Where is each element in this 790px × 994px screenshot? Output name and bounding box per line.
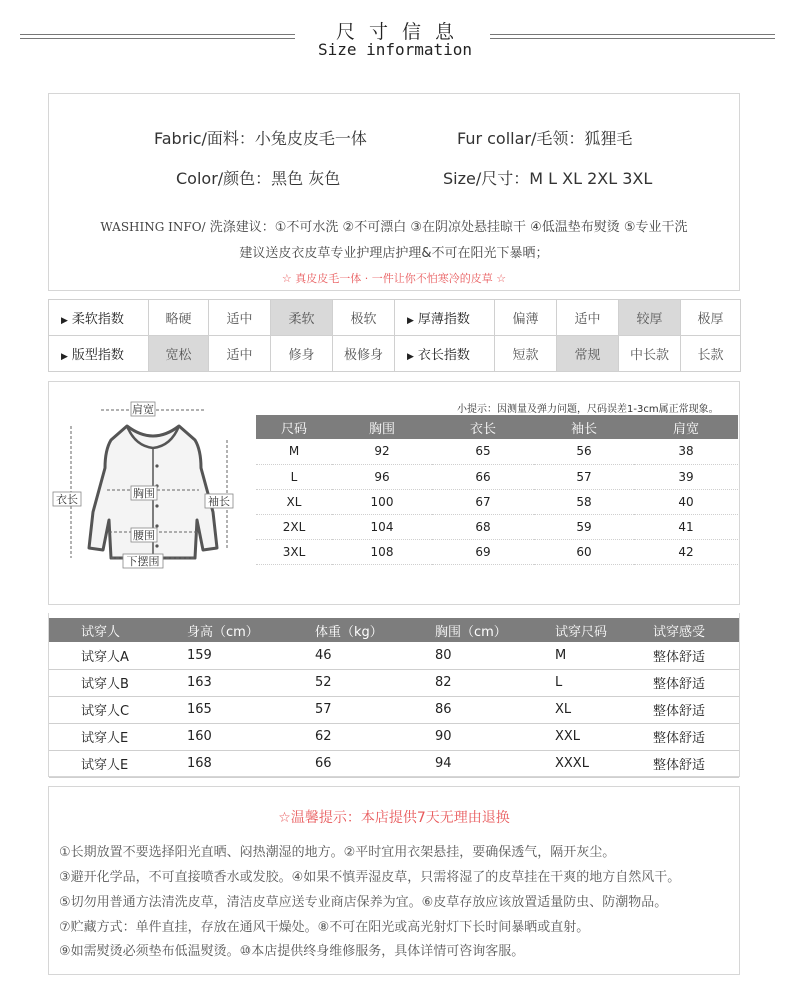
try-on-table — [49, 618, 739, 778]
table-row — [49, 669, 739, 696]
height-col-header: 身高（cm） — [187, 618, 315, 642]
length-label: ▶ 衣长指数 — [395, 336, 495, 372]
shoulder-cell: 42 — [634, 539, 738, 564]
jacket-measurement-diagram — [49, 388, 259, 598]
length-cell: 69 — [432, 539, 534, 564]
sleeve-label: 袖长 — [208, 495, 230, 508]
feeling-cell: 整体舒适 — [653, 750, 739, 777]
height-cell: 160 — [187, 723, 315, 750]
tester-cell: 试穿人E — [49, 723, 187, 750]
thickness-option: 极厚 — [681, 300, 741, 336]
length-cell: 67 — [432, 489, 534, 514]
jacket-button — [155, 504, 158, 507]
try-on-box — [48, 613, 740, 777]
header-subtitle: Size information — [317, 40, 473, 59]
tried-size-col-header: 试穿尺码 — [555, 618, 653, 642]
washing-info-cn: 洗涤建议：①不可水洗 ②不可漂白 ③在阴凉处悬挂晾干 ④低温垫布熨烫 ⑤专业干洗 — [209, 220, 688, 235]
height-cell: 168 — [187, 750, 315, 777]
table-row — [49, 696, 739, 723]
size-cell: L — [256, 464, 332, 489]
chest-label: 胸围 — [133, 487, 155, 500]
shoulder-cell: 41 — [634, 514, 738, 539]
length-cell: 68 — [432, 514, 534, 539]
tester-cell: 试穿人B — [49, 669, 187, 696]
note-line: ⑤切勿用普通方法清洗皮草，清洁皮草应送专业商店保养为宜。⑥皮草存放应该放置适量防虫、防潮物品。 — [59, 895, 668, 910]
jacket-button — [155, 544, 158, 547]
chest-cell: 100 — [332, 489, 432, 514]
table-row — [49, 642, 739, 669]
note-line: ⑦贮藏方式：单件直挂，存放在通风干燥处。⑧不可在阳光或高光射灯下长时间暴晒或直射。 — [59, 920, 590, 935]
size-table — [256, 415, 738, 565]
softness-option-selected: 柔软 — [271, 300, 333, 336]
hem-label: 下摆围 — [126, 555, 160, 568]
jacket-button — [155, 524, 158, 527]
size-col-header: 尺码 — [256, 415, 332, 439]
size-cell: 2XL — [256, 514, 332, 539]
triangle-right-icon: ▶ — [61, 316, 68, 326]
chest-cell: 82 — [435, 669, 555, 696]
size-cell: XL — [256, 489, 332, 514]
length-label: 衣长 — [56, 493, 78, 506]
thickness-label: ▶ 厚薄指数 — [395, 300, 495, 336]
sleeve-cell: 56 — [534, 439, 634, 464]
note-line: ⑨如需熨烫必须垫布低温熨烫。⑩本店提供终身维修服务，具体详情可咨询客服。 — [59, 944, 525, 959]
height-cell: 163 — [187, 669, 315, 696]
weight-cell: 46 — [315, 642, 435, 669]
softness-option: 适中 — [209, 300, 271, 336]
size-table-header — [256, 415, 738, 439]
height-cell: 165 — [187, 696, 315, 723]
tried-size-cell: L — [555, 669, 653, 696]
tried-size-cell: XXL — [555, 723, 653, 750]
table-row — [256, 489, 738, 514]
triangle-right-icon: ▶ — [407, 316, 414, 326]
index-row-1 — [49, 300, 741, 336]
chest-cell: 104 — [332, 514, 432, 539]
section-header — [0, 0, 790, 70]
tester-cell: 试穿人C — [49, 696, 187, 723]
tried-size-cell: M — [555, 642, 653, 669]
fit-option-selected: 宽松 — [149, 336, 209, 372]
weight-cell: 52 — [315, 669, 435, 696]
weight-col-header: 体重（kg） — [315, 618, 435, 642]
index-grid — [48, 299, 741, 372]
length-col-header: 衣长 — [432, 415, 534, 439]
header-title: 尺寸信息 — [335, 21, 468, 43]
chest-cell: 96 — [332, 464, 432, 489]
feeling-cell: 整体舒适 — [653, 669, 739, 696]
length-option: 短款 — [495, 336, 557, 372]
sleeve-cell: 60 — [534, 539, 634, 564]
thickness-option-selected: 较厚 — [619, 300, 681, 336]
sleeve-cell: 59 — [534, 514, 634, 539]
table-row — [256, 464, 738, 489]
chest-col-header: 胸围（cm） — [435, 618, 555, 642]
size-cell: 3XL — [256, 539, 332, 564]
softness-option: 略硬 — [149, 300, 209, 336]
chest-col-header: 胸围 — [332, 415, 432, 439]
length-cell: 65 — [432, 439, 534, 464]
fabric-text: Fabric/面料：小兔皮皮毛一体 — [154, 129, 367, 148]
tried-size-cell: XXXL — [555, 750, 653, 777]
feeling-cell: 整体舒适 — [653, 723, 739, 750]
tester-cell: 试穿人A — [49, 642, 187, 669]
color-text: Color/颜色：黑色 灰色 — [176, 169, 341, 188]
weight-cell: 57 — [315, 696, 435, 723]
feeling-cell: 整体舒适 — [653, 642, 739, 669]
thickness-option: 适中 — [557, 300, 619, 336]
chest-cell: 92 — [332, 439, 432, 464]
length-option: 中长款 — [619, 336, 681, 372]
fit-option: 修身 — [271, 336, 333, 372]
chest-cell: 86 — [435, 696, 555, 723]
weight-cell: 62 — [315, 723, 435, 750]
shoulder-cell: 40 — [634, 489, 738, 514]
table-row — [256, 514, 738, 539]
table-row — [256, 439, 738, 464]
fit-option: 极修身 — [333, 336, 395, 372]
table-row — [49, 750, 739, 777]
height-cell: 159 — [187, 642, 315, 669]
tester-cell: 试穿人E — [49, 750, 187, 777]
fit-label: ▶ 版型指数 — [49, 336, 149, 372]
size-cell: M — [256, 439, 332, 464]
tester-col-header: 试穿人 — [49, 618, 187, 642]
thickness-option: 偏薄 — [495, 300, 557, 336]
shoulder-label: 肩宽 — [132, 403, 154, 416]
jacket-button — [155, 464, 158, 467]
triangle-right-icon: ▶ — [407, 352, 414, 362]
table-row — [49, 723, 739, 750]
fit-option: 适中 — [209, 336, 271, 372]
shoulder-cell: 39 — [634, 464, 738, 489]
table-row — [256, 539, 738, 564]
washing-info-en: WASHING INFO/ — [100, 220, 206, 234]
sleeve-cell: 57 — [534, 464, 634, 489]
product-slogan: ☆ 真皮皮毛一体 · 一件让你不怕寒冷的皮草 ☆ — [281, 272, 507, 285]
note-line: ③避开化学品，不可直接喷香水或发胶。④如果不慎弄湿皮草，只需将湿了的皮草挂在干爽的地方自然风干。 — [59, 870, 681, 885]
fur-collar-text: Fur collar/毛领：狐狸毛 — [457, 129, 633, 148]
softness-label: ▶ 柔软指数 — [49, 300, 149, 336]
softness-option: 极软 — [333, 300, 395, 336]
shoulder-cell: 38 — [634, 439, 738, 464]
chest-cell: 90 — [435, 723, 555, 750]
try-on-header — [49, 618, 739, 642]
triangle-right-icon: ▶ — [61, 352, 68, 362]
feeling-cell: 整体舒适 — [653, 696, 739, 723]
chest-cell: 108 — [332, 539, 432, 564]
size-chart-box — [48, 381, 740, 605]
sleeve-cell: 58 — [534, 489, 634, 514]
chest-cell: 80 — [435, 642, 555, 669]
note-line: ①长期放置不要选择阳光直晒、闷热潮湿的地方。②平时宜用衣架悬挂，要确保透气，隔开灰尘。 — [59, 845, 616, 860]
care-advice: 建议送皮衣皮草专业护理店护理&不可在阳光下暴晒； — [239, 246, 549, 261]
tried-size-cell: XL — [555, 696, 653, 723]
sleeve-col-header: 袖长 — [534, 415, 634, 439]
index-row-2 — [49, 336, 741, 372]
washing-info — [49, 216, 739, 235]
return-policy-title: ☆温馨提示：本店提供7天无理由退换 — [278, 810, 510, 826]
care-notes-box — [48, 786, 740, 975]
length-cell: 66 — [432, 464, 534, 489]
weight-cell: 66 — [315, 750, 435, 777]
length-option: 长款 — [681, 336, 741, 372]
chest-cell: 94 — [435, 750, 555, 777]
waist-label: 腰围 — [133, 529, 155, 542]
size-tip: 小提示：因测量及弹力问题，尺码误差1-3cm属正常现象。 — [457, 404, 719, 415]
size-text: Size/尺寸：M L XL 2XL 3XL — [443, 169, 653, 188]
length-option-selected: 常规 — [557, 336, 619, 372]
shoulder-col-header: 肩宽 — [634, 415, 738, 439]
product-info-box — [48, 93, 740, 291]
feeling-col-header: 试穿感受 — [653, 618, 739, 642]
